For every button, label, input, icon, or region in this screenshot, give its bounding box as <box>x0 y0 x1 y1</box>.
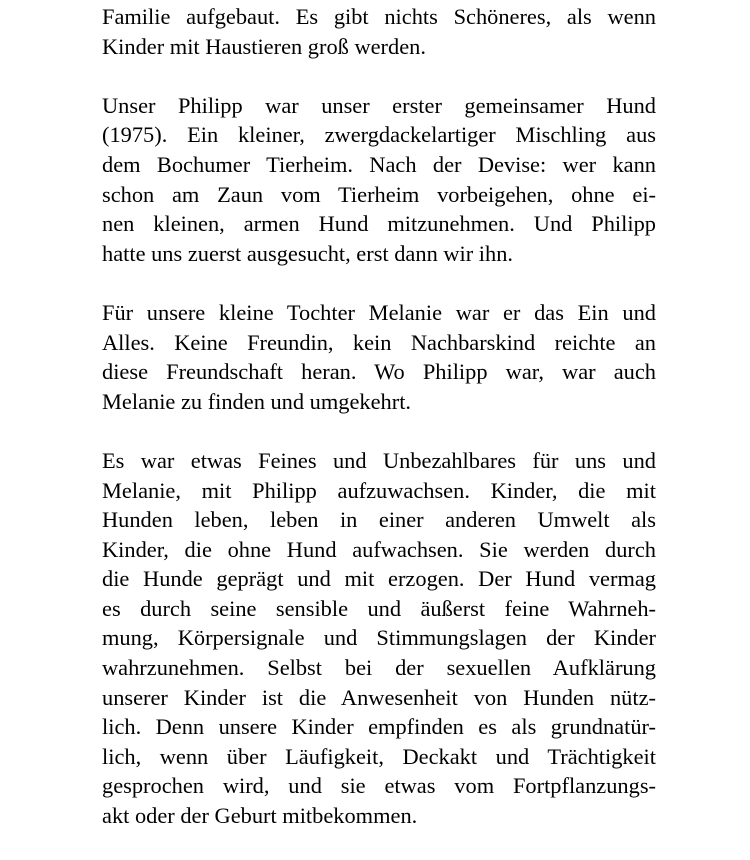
text-line: diese Freundschaft heran. Wo Philipp war, war auch <box>102 359 656 385</box>
text-line: lich. Denn unsere Kinder empfinden es als grundnatür- <box>102 714 656 740</box>
text-line: hatte uns zuerst ausgesucht, erst dann wir ihn. <box>102 240 514 266</box>
text-line: mung, Körpersignale und Stimmungslagen der Kinder <box>102 625 656 651</box>
text-line: Melanie, mit Philipp aufzuwachsen. Kinder, die mit <box>102 477 656 503</box>
paragraph <box>102 298 656 416</box>
text-line: dem Bochumer Tierheim. Nach der Devise: wer kann <box>102 151 656 177</box>
text-line: die Hunde geprägt und mit erzogen. Der Hund vermag <box>102 566 656 592</box>
document-page <box>102 2 656 860</box>
text-line: Melanie zu finden und umgekehrt. <box>102 388 412 414</box>
text-line: Alles. Keine Freundin, kein Nachbarskind reichte an <box>102 329 656 355</box>
text-line: Kinder mit Haustieren groß werden. <box>102 33 426 59</box>
text-line: gesprochen wird, und sie etwas vom Fortpflanzungs- <box>102 773 656 799</box>
text-line: Unser Philipp war unser erster gemeinsamer Hund <box>102 92 656 118</box>
text-line: lich, wenn über Läufigkeit, Deckakt und Trächtigkeit <box>102 743 656 769</box>
text-line: Familie aufgebaut. Es gibt nichts Schöneres, als wenn <box>102 4 656 29</box>
text-line: (1975). Ein kleiner, zwergdackelartiger Mischling aus <box>102 122 656 148</box>
text-line: Kinder, die ohne Hund aufwachsen. Sie werden durch <box>102 536 656 562</box>
paragraph <box>102 91 656 269</box>
paragraph <box>102 446 656 831</box>
text-line: Für unsere kleine Tochter Melanie war er das Ein und <box>102 299 656 325</box>
text-line: schon am Zaun vom Tierheim vorbeigehen, ohne ei- <box>102 181 656 207</box>
text-line: es durch seine sensible und äußerst feine Wahrneh- <box>102 595 656 621</box>
text-line: nen kleinen, armen Hund mitzunehmen. Und Philipp <box>102 211 656 237</box>
paragraph <box>102 2 656 61</box>
text-line: akt oder der Geburt mitbekommen. <box>102 803 418 829</box>
text-line: unserer Kinder ist die Anwesenheit von Hunden nütz- <box>102 684 656 710</box>
text-line: Es war etwas Feines und Unbezahlbares für uns und <box>102 447 656 473</box>
text-line: Hunden leben, leben in einer anderen Umwelt als <box>102 507 656 533</box>
text-line: wahrzunehmen. Selbst bei der sexuellen Aufklärung <box>102 655 656 681</box>
